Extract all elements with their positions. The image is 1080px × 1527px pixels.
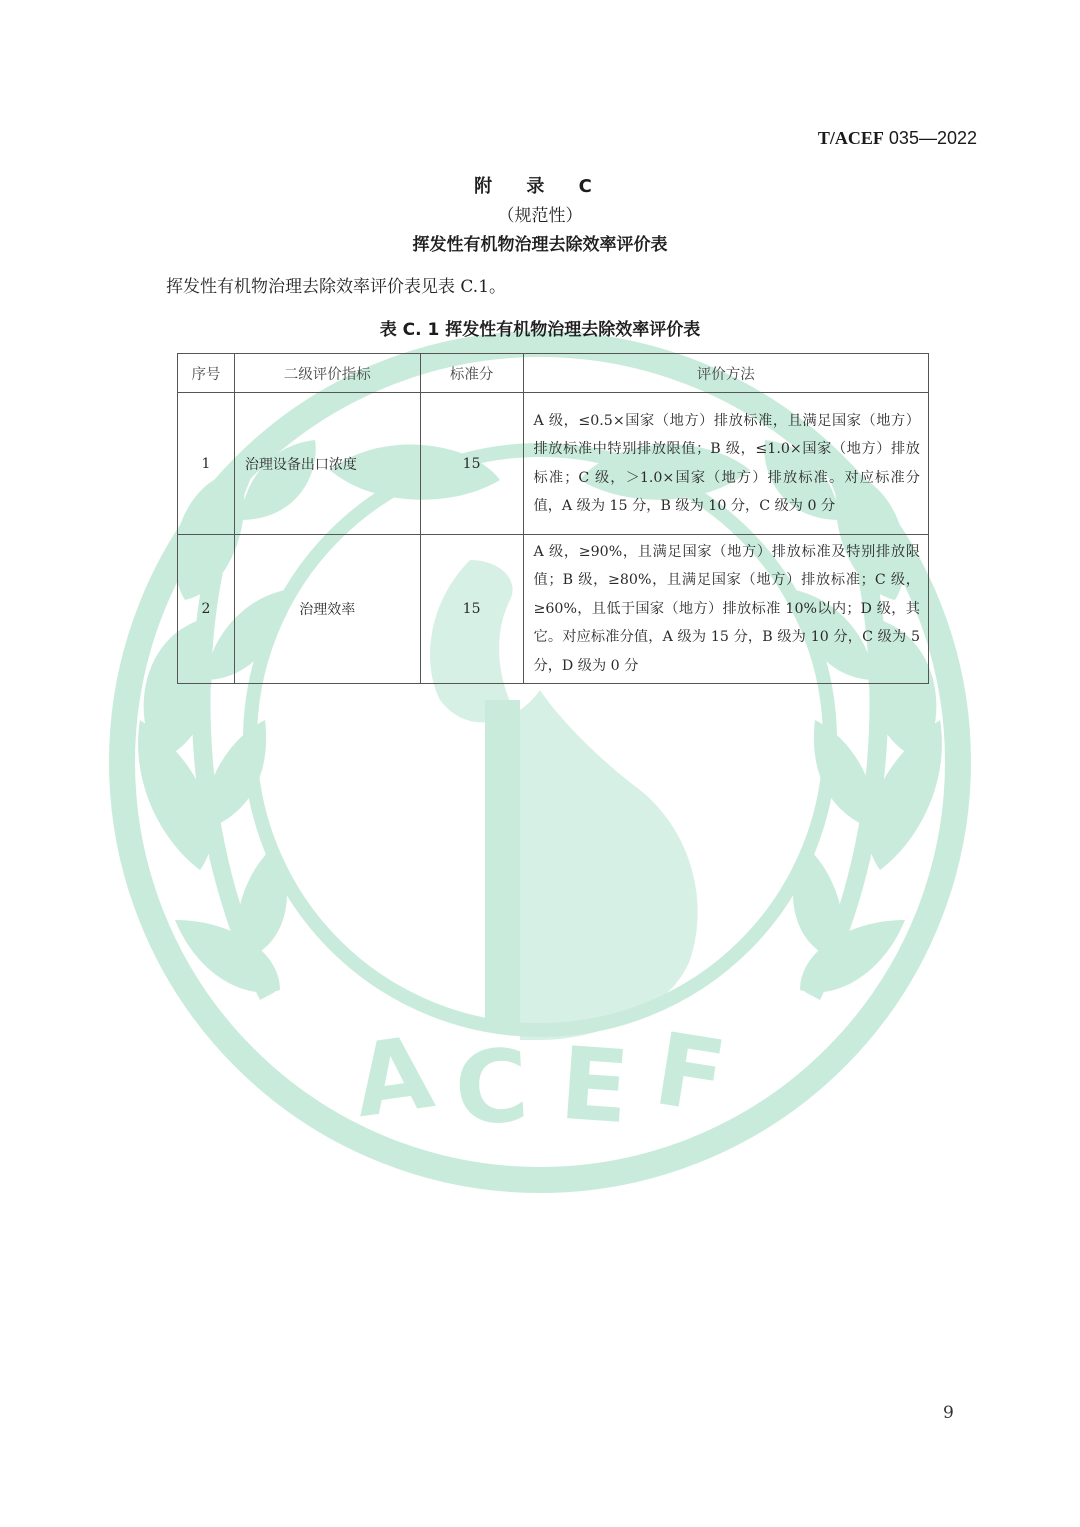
row-index: 1 (178, 393, 235, 535)
column-header-index: 序号 (178, 354, 235, 393)
watermark-letter-e: E (556, 1024, 633, 1147)
page-number: 9 (943, 1403, 954, 1423)
standard-number: 035—2022 (888, 128, 977, 148)
watermark-letter-c: C (451, 1027, 532, 1148)
row-index: 2 (178, 535, 235, 684)
table-row (178, 393, 929, 535)
table-caption: 表 C. 1 挥发性有机物治理去除效率评价表 (379, 320, 701, 340)
row-score: 15 (420, 535, 523, 684)
row-method: A 级，≥90%，且满足国家（地方）排放标准及特别排放限值；B 级，≥80%，且满足国家（地方）排放标准；C 级，≥60%，且低于国家（地方）排放标准 10%以内；D 级，其它。对应标准分值，A 级为 15 分，B 级为 10 分，C 级为 5 分，D 级为 0 分 (523, 535, 928, 684)
appendix-name: 挥发性有机物治理去除效率评价表 (412, 235, 668, 255)
watermark-letter-f: F (647, 1010, 734, 1137)
standard-prefix: T/ACEF (817, 128, 884, 148)
standard-code (780, 128, 977, 149)
row-method: A 级，≤0.5×国家（地方）排放标准，且满足国家（地方）排放标准中特别排放限值；B 级，≤1.0×国家（地方）排放标准；C 级，＞1.0×国家（地方）排放标准。对应标准分值，A 级为 15 分，B 级为 10 分，C 级为 0 分 (523, 393, 928, 535)
table-header-row (178, 354, 929, 393)
column-header-score: 标准分 (420, 354, 523, 393)
appendix-title: 附 录 C (474, 176, 606, 197)
row-indicator: 治理设备出口浓度 (234, 393, 420, 535)
watermark-letter-a: A (346, 1013, 440, 1141)
intro-paragraph: 挥发性有机物治理去除效率评价表见表 C.1。 (166, 277, 507, 297)
row-score: 15 (420, 393, 523, 535)
column-header-indicator: 二级评价指标 (234, 354, 420, 393)
evaluation-table (177, 353, 929, 684)
row-indicator: 治理效率 (234, 535, 420, 684)
appendix-nature: （规范性） (497, 206, 583, 226)
table-row (178, 535, 929, 684)
column-header-method: 评价方法 (523, 354, 928, 393)
